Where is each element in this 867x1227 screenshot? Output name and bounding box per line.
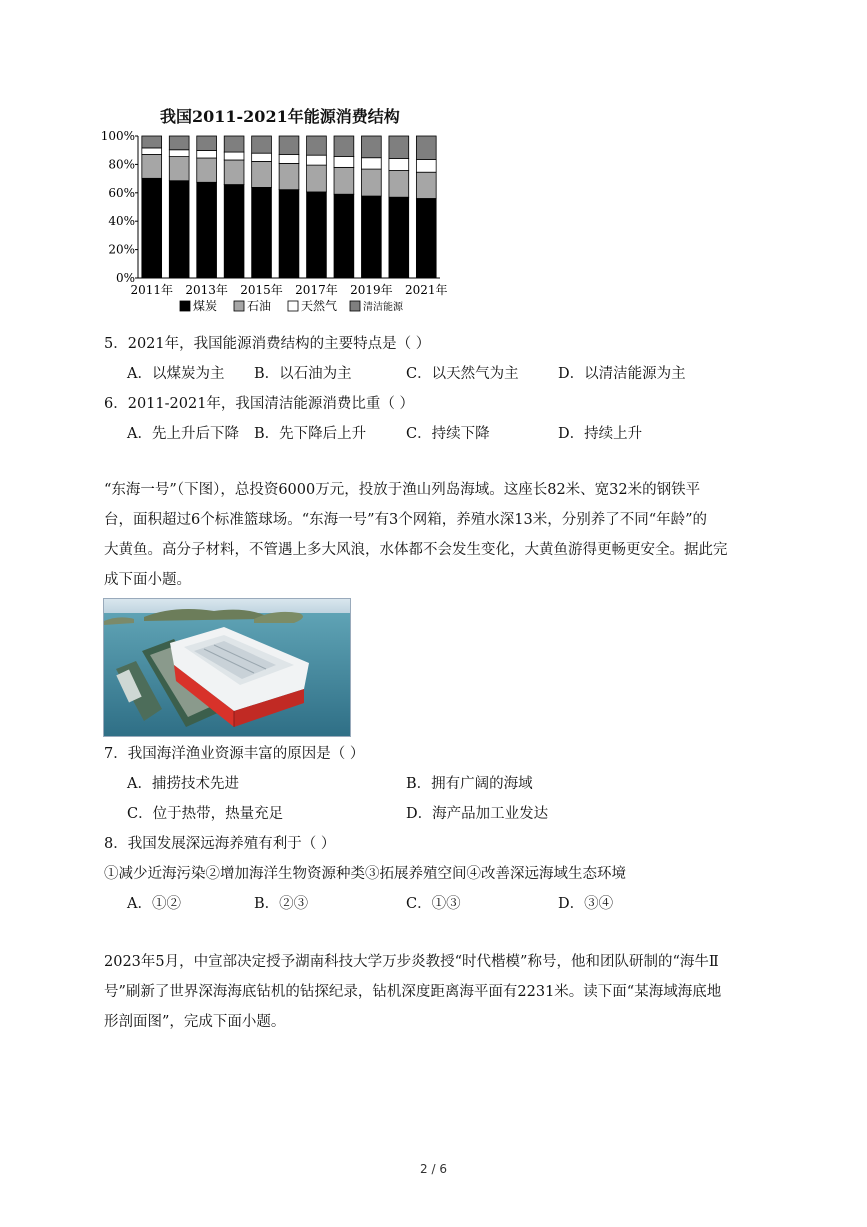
question-8-option-c: C．①③ bbox=[406, 896, 461, 912]
bar-segment bbox=[389, 136, 409, 159]
question-6-option-c: C．持续下降 bbox=[406, 426, 490, 442]
passage-2-line: 号”刷新了世界深海海底钻机的钻探纪录，钻机深度距离海平面有2231米。读下面“某海域海底地 bbox=[104, 984, 722, 1000]
bar-segment bbox=[252, 153, 272, 161]
bar-segment bbox=[279, 163, 299, 189]
chart-title: 我国2011-2021年能源消费结构 bbox=[160, 107, 400, 126]
question-8-option-d: D．③④ bbox=[558, 896, 614, 912]
passage-1-line: 成下面小题。 bbox=[104, 572, 191, 588]
bar-segment bbox=[361, 169, 381, 196]
legend-label: 清洁能源 bbox=[363, 302, 403, 313]
question-7-option-a: A．捕捞技术先进 bbox=[127, 776, 239, 792]
legend-swatch bbox=[288, 301, 298, 311]
legend-swatch bbox=[234, 301, 244, 311]
y-tick-label: 20% bbox=[108, 242, 135, 257]
passage-2-line: 形剖面图”，完成下面小题。 bbox=[104, 1014, 286, 1030]
bar-segment bbox=[334, 136, 354, 157]
passage-1-line: 台，面积超过6个标准篮球场。“东海一号”有3个网箱，养殖水深13米，分别养了不同“年龄”的 bbox=[104, 512, 708, 528]
question-8-items: ①减少近海污染②增加海洋生物资源种类③拓展养殖空间④改善深远海域生态环境 bbox=[104, 866, 626, 882]
y-tick-label: 0% bbox=[115, 271, 135, 285]
bar-segment bbox=[416, 136, 436, 160]
bar-segment bbox=[416, 172, 436, 198]
bar-segment bbox=[334, 157, 354, 168]
bar-segment bbox=[224, 152, 244, 160]
y-tick-label: 100% bbox=[100, 129, 135, 143]
x-tick-label: 2013年 bbox=[185, 283, 228, 297]
question-5-option-b: B．以石油为主 bbox=[254, 366, 352, 382]
bar-segment bbox=[279, 155, 299, 164]
question-5-option-a: A．以煤炭为主 bbox=[127, 366, 225, 382]
bar-segment bbox=[307, 136, 327, 155]
bar-segment bbox=[197, 136, 217, 150]
legend-label: 煤炭 bbox=[193, 299, 218, 313]
question-6-option-b: B．先下降后上升 bbox=[254, 426, 367, 442]
question-6-option-d: D．持续上升 bbox=[558, 426, 643, 442]
bar-segment bbox=[361, 136, 381, 158]
question-8-option-a: A．①② bbox=[127, 896, 181, 912]
question-5-option-c: C．以天然气为主 bbox=[406, 366, 519, 382]
question-8-stem: 8．我国发展深远海养殖有利于（ ） bbox=[104, 836, 336, 852]
passage-1-line: 大黄鱼。高分子材料，不管遇上多大风浪，水体都不会发生变化，大黄鱼游得更畅更安全。据此完 bbox=[104, 542, 728, 558]
legend-swatch bbox=[350, 301, 360, 311]
bar-segment bbox=[224, 160, 244, 185]
question-6-stem: 6．2011-2021年，我国清洁能源消费比重（ ） bbox=[104, 396, 415, 412]
y-tick-label: 40% bbox=[108, 214, 135, 229]
bar-segment bbox=[169, 157, 189, 181]
x-tick-label: 2017年 bbox=[295, 283, 338, 297]
x-tick-label: 2019年 bbox=[350, 283, 393, 297]
y-tick-label: 60% bbox=[108, 185, 135, 200]
bar-segment bbox=[334, 194, 354, 278]
bar-segment bbox=[307, 165, 327, 192]
question-5-option-d: D．以清洁能源为主 bbox=[558, 366, 686, 382]
legend-label: 天然气 bbox=[301, 299, 338, 313]
page-number: 2 / 6 bbox=[420, 1162, 447, 1176]
bar-segment bbox=[197, 150, 217, 158]
bar-segment bbox=[389, 159, 409, 171]
question-8-option-b: B．②③ bbox=[254, 896, 309, 912]
bar-segment bbox=[142, 136, 162, 148]
bar-segment bbox=[389, 171, 409, 198]
energy-consumption-chart bbox=[100, 128, 460, 328]
bar-segment bbox=[142, 178, 162, 278]
legend-swatch bbox=[180, 301, 190, 311]
bar-segment bbox=[334, 167, 354, 194]
fish-farm-platform-photo bbox=[103, 598, 351, 737]
question-7-option-c: C．位于热带，热量充足 bbox=[127, 806, 284, 822]
question-5-stem: 5．2021年，我国能源消费结构的主要特点是（ ） bbox=[104, 336, 431, 352]
bar-segment bbox=[279, 190, 299, 278]
bar-segment bbox=[252, 161, 272, 187]
bar-segment bbox=[361, 158, 381, 169]
bar-segment bbox=[169, 150, 189, 157]
bar-segment bbox=[416, 160, 436, 173]
passage-1-line: “东海一号”（下图），总投资6000万元，投放于渔山列岛海域。这座长82米、宽32米的钢铁平 bbox=[104, 482, 701, 498]
bar-segment bbox=[416, 198, 436, 278]
y-tick-label: 80% bbox=[108, 157, 135, 172]
bar-segment bbox=[169, 136, 189, 150]
bar-segment bbox=[197, 182, 217, 278]
question-7-option-b: B．拥有广阔的海域 bbox=[406, 776, 533, 792]
bar-segment bbox=[307, 192, 327, 278]
legend-label: 石油 bbox=[247, 299, 272, 313]
bar-segment bbox=[279, 136, 299, 155]
x-tick-label: 2015年 bbox=[240, 283, 283, 297]
bar-segment bbox=[142, 154, 162, 178]
bar-segment bbox=[307, 155, 327, 165]
bar-segment bbox=[197, 158, 217, 182]
bar-segment bbox=[252, 187, 272, 278]
passage-2-line: 2023年5月，中宣部决定授予湖南科技大学万步炎教授“时代楷模”称号，他和团队研制的“海牛Ⅱ bbox=[104, 954, 719, 970]
bar-segment bbox=[361, 196, 381, 278]
x-tick-label: 2021年 bbox=[404, 283, 448, 297]
question-7-stem: 7．我国海洋渔业资源丰富的原因是（ ） bbox=[104, 746, 365, 762]
question-7-option-d: D．海产品加工业发达 bbox=[406, 806, 549, 822]
bar-segment bbox=[224, 136, 244, 152]
bar-segment bbox=[142, 148, 162, 155]
bar-segment bbox=[389, 197, 409, 278]
bar-segment bbox=[252, 136, 272, 153]
bar-segment bbox=[224, 185, 244, 278]
bar-segment bbox=[169, 181, 189, 278]
x-tick-label: 2011年 bbox=[130, 283, 174, 297]
question-6-option-a: A．先上升后下降 bbox=[127, 426, 239, 442]
